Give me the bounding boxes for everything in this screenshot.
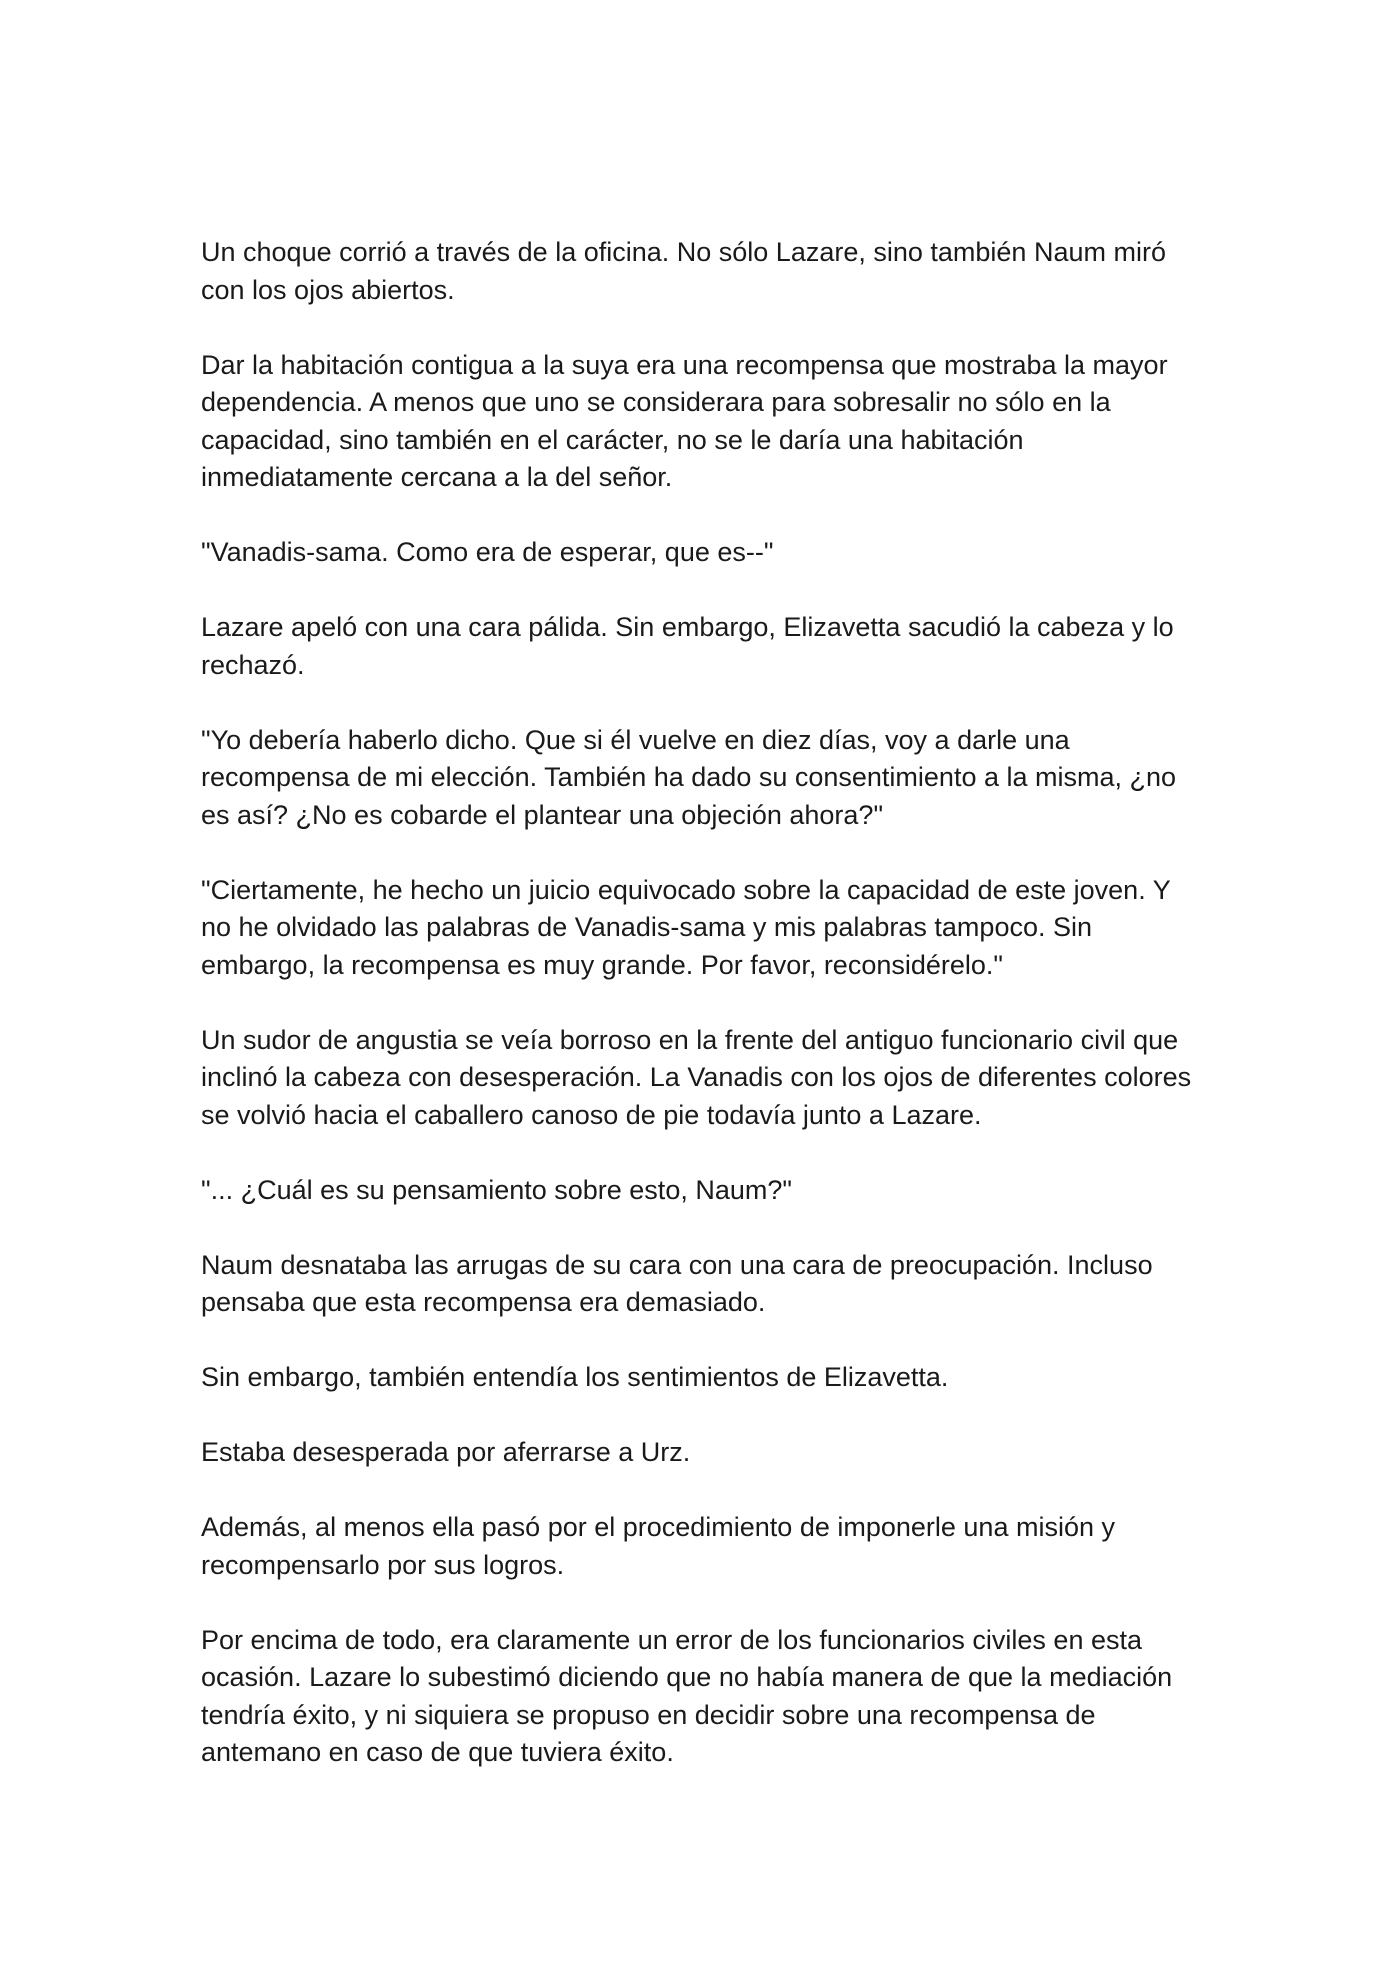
paragraph-2: Dar la habitación contigua a la suya era una recompensa que mostraba la mayor dependencia. A menos que uno se considerara para sobresalir no sólo en la capacidad, sino también en el carácter, no se le daría una habitación inmediatamente cercana a la del señor.: [201, 349, 1168, 492]
paragraph-6: "Ciertamente, he hecho un juicio equivocado sobre la capacidad de este joven. Y no he olvidado las palabras de Vanadis-sama y mis palabras tampoco. Sin embargo, la recompensa es muy grande. Por favor, reconsidérelo.": [201, 874, 1171, 980]
paragraph-12: Además, al menos ella pasó por el procedimiento de imponerle una misión y recompensarlo por sus logros.: [201, 1512, 1115, 1580]
body-text: [201, 234, 1206, 1809]
paragraph-8: "... ¿Cuál es su pensamiento sobre esto, Naum?": [201, 1174, 792, 1205]
paragraph-1: Un choque corrió a través de la oficina. No sólo Lazare, sino también Naum miró con los ojos abiertos.: [201, 237, 1166, 305]
paragraph-4: Lazare apeló con una cara pálida. Sin embargo, Elizavetta sacudió la cabeza y lo rechazó.: [201, 612, 1174, 680]
paragraph-5: "Yo debería haberlo dicho. Que si él vuelve en diez días, voy a darle una recompensa de mi elección. También ha dado su consentimiento a la misma, ¿no es así? ¿No es cobarde el plantear una objeción ahora?": [201, 724, 1177, 830]
paragraph-3: "Vanadis-sama. Como era de esperar, que es--": [201, 537, 774, 567]
paragraph-13: Por encima de todo, era claramente un error de los funcionarios civiles en esta ocasión. Lazare lo subestimó diciendo que no había manera de que la mediación tendría éxito, y ni siquiera se propuso en decidir sobre una recompensa de antemano en caso de que tuviera éxito.: [201, 1624, 1173, 1767]
paragraph-11: Estaba desesperada por aferrarse a Urz.: [201, 1437, 691, 1467]
paragraph-9: Naum desnataba las arrugas de su cara con una cara de preocupación. Incluso pensaba que esta recompensa era demasiado.: [201, 1249, 1153, 1317]
paragraph-7: Un sudor de angustia se veía borroso en la frente del antiguo funcionario civil que inclinó la cabeza con desesperación. La Vanadis con los ojos de diferentes colores se volvió hacia el caballero canoso de pie todavía junto a Lazare.: [201, 1024, 1192, 1130]
paragraph-10: Sin embargo, también entendía los sentimientos de Elizavetta.: [201, 1362, 949, 1392]
